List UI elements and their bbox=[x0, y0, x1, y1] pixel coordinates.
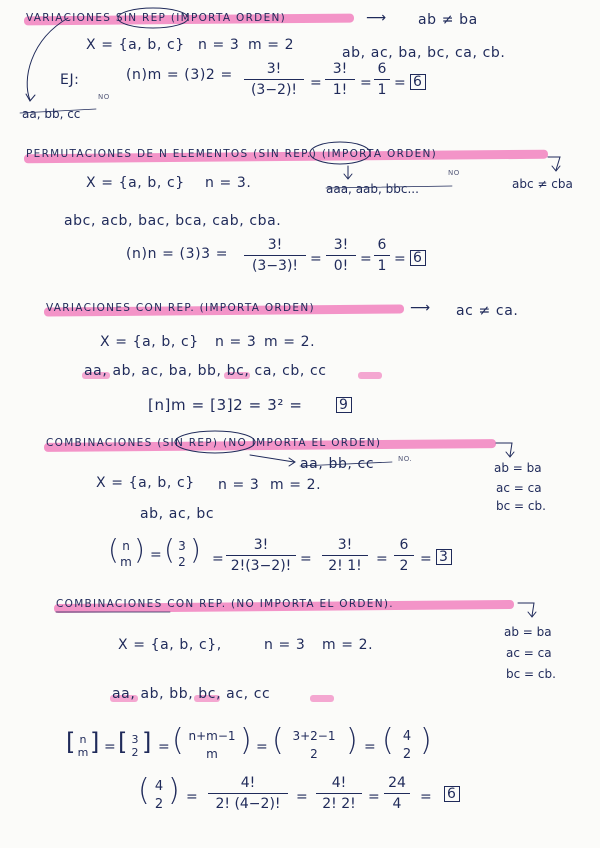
s3-n: n = 3 bbox=[215, 334, 257, 350]
s3-title: VARIACIONES CON REP. (IMPORTA ORDEN) bbox=[46, 302, 315, 314]
equals: = bbox=[310, 251, 323, 267]
s5-title: COMBINACIONES CON REP. (NO IMPORTA EL ORDEN). bbox=[56, 598, 394, 610]
binom-top: 3 bbox=[178, 539, 186, 553]
curve-arrow-s1 bbox=[27, 18, 68, 100]
s5-set: X = {a, b, c}, bbox=[118, 637, 222, 653]
binom-top: 3 bbox=[131, 733, 139, 746]
s5-n: n = 3 bbox=[264, 637, 306, 653]
s3-m: m = 2. bbox=[264, 334, 316, 350]
s3-result-box: 9 bbox=[336, 397, 352, 413]
s5-note-1: ab = ba bbox=[504, 625, 552, 639]
s4-no: NO. bbox=[398, 455, 413, 463]
s4-excluded: aa, bb, cc bbox=[300, 456, 375, 472]
binom-bottom: m bbox=[120, 555, 132, 569]
equals: = bbox=[104, 739, 117, 755]
denominator: (3−3)! bbox=[251, 258, 299, 274]
s3-list: aa, ab, ac, ba, bb, bc, ca, cb, cc bbox=[84, 363, 327, 379]
s1-no: NO bbox=[98, 93, 110, 101]
numerator: 3! bbox=[333, 237, 349, 253]
equals: = bbox=[376, 551, 389, 567]
denominator: 1 bbox=[377, 82, 387, 98]
s4-note-1: ab = ba bbox=[494, 461, 542, 475]
arrow-head bbox=[26, 94, 35, 101]
paren-left: ( bbox=[172, 723, 184, 758]
numerator: 3! bbox=[266, 61, 282, 77]
s4-note-3: bc = cb. bbox=[496, 499, 546, 513]
s3-formula: [n]m = [3]2 = 3² = bbox=[148, 396, 303, 414]
denominator: 1! bbox=[332, 82, 348, 98]
arrow-right-s4 bbox=[496, 443, 512, 456]
binom-bottom: 2 bbox=[154, 797, 164, 812]
equals: = bbox=[296, 789, 309, 805]
binom-bottom: 2 bbox=[131, 746, 139, 759]
equals: = bbox=[368, 789, 381, 805]
paren-right: ) bbox=[240, 723, 252, 758]
binom-bottom: 2 bbox=[178, 555, 186, 569]
arrow-s4 bbox=[250, 455, 294, 462]
bracket-right: ] bbox=[90, 728, 100, 756]
s1-excluded: aa, bb, cc bbox=[22, 107, 81, 121]
s2-title: PERMUTACIONES DE N ELEMENTOS (SIN REP.) (IMPORTA ORDEN) bbox=[26, 148, 438, 160]
denominator: 2!(3−2)! bbox=[230, 558, 292, 574]
binom-top: n bbox=[122, 539, 130, 553]
s1-n: n = 3 bbox=[198, 37, 240, 53]
s5-list: aa, ab, bb, bc, ac, cc bbox=[112, 686, 271, 702]
s4-title: COMBINACIONES (SIN REP) (NO IMPORTA EL ORDEN) bbox=[46, 437, 382, 449]
s4-n: n = 3 bbox=[218, 477, 260, 493]
arrow-right-s5 bbox=[518, 603, 534, 616]
equals: = bbox=[256, 739, 269, 755]
s1-list: ab, ac, ba, bc, ca, cb. bbox=[342, 45, 506, 61]
s3-set: X = {a, b, c} bbox=[100, 334, 199, 350]
strike-s1 bbox=[20, 109, 96, 113]
s3-arrow: ⟶ bbox=[410, 300, 431, 316]
s3-note: ac ≠ ca. bbox=[456, 303, 519, 319]
s4-list: ab, ac, bc bbox=[140, 506, 215, 522]
denominator: 2! 2! bbox=[322, 796, 356, 812]
numerator: 6 bbox=[377, 61, 387, 77]
equals: = bbox=[310, 75, 323, 91]
s1-m: m = 2 bbox=[248, 37, 295, 53]
equals: = bbox=[420, 789, 433, 805]
s1-title: VARIACIONES SIN REP (IMPORTA ORDEN) bbox=[26, 12, 287, 24]
s1-note: ab ≠ ba bbox=[418, 12, 478, 28]
paren-left: ( bbox=[108, 533, 119, 566]
paren-right: ) bbox=[190, 533, 201, 566]
bracket-left: [ bbox=[66, 728, 76, 756]
s4-set: X = {a, b, c} bbox=[96, 475, 195, 491]
numerator: 3! bbox=[267, 237, 283, 253]
s4-result-box: 3 bbox=[436, 549, 452, 565]
numerator: 24 bbox=[388, 775, 406, 791]
denominator: 2! (4−2)! bbox=[215, 796, 281, 812]
equals: = bbox=[420, 551, 433, 567]
paren-left: ( bbox=[138, 773, 150, 808]
s2-formula-lhs: (n)n = (3)3 = bbox=[126, 246, 229, 262]
equals: = bbox=[212, 551, 225, 567]
paren-left: ( bbox=[272, 723, 284, 758]
paren-right: ) bbox=[346, 723, 358, 758]
equals: = bbox=[360, 251, 373, 267]
equals: = bbox=[150, 547, 163, 563]
strike-s2 bbox=[326, 186, 452, 188]
equals: = bbox=[364, 739, 377, 755]
s2-excluded: aaa, aab, bbc... bbox=[326, 182, 419, 196]
binom-top: n+m−1 bbox=[188, 729, 236, 743]
strike-s4 bbox=[300, 462, 392, 466]
equals: = bbox=[394, 75, 407, 91]
s1-ej: EJ: bbox=[60, 72, 80, 88]
s1-set: X = {a, b, c} bbox=[86, 37, 185, 53]
paren-right: ) bbox=[168, 773, 180, 808]
bracket-right: ] bbox=[142, 728, 152, 756]
denominator: 4 bbox=[392, 796, 402, 812]
s2-n: n = 3. bbox=[205, 175, 252, 191]
equals: = bbox=[158, 739, 171, 755]
s4-m: m = 2. bbox=[270, 477, 322, 493]
numerator: 4! bbox=[240, 775, 256, 791]
numerator: 4! bbox=[331, 775, 347, 791]
binom-bottom: m bbox=[206, 747, 218, 761]
bracket-left: [ bbox=[118, 728, 128, 756]
numerator: 3! bbox=[337, 537, 353, 553]
numerator: 3! bbox=[253, 537, 269, 553]
s2-result-box: 6 bbox=[410, 250, 426, 266]
paren-right: ) bbox=[420, 723, 432, 758]
circle-sin-rep-s2 bbox=[310, 142, 370, 164]
paren-left: ( bbox=[164, 533, 175, 566]
s2-list: abc, acb, bac, bca, cab, cba. bbox=[64, 213, 282, 229]
paren-left: ( bbox=[382, 723, 394, 758]
s5-note-3: bc = cb. bbox=[506, 667, 556, 681]
s2-note: abc ≠ cba bbox=[512, 177, 573, 191]
paren-right: ) bbox=[134, 533, 145, 566]
s1-result-box: 6 bbox=[410, 74, 426, 90]
circle-sin-rep-s1 bbox=[118, 8, 188, 28]
denominator: 0! bbox=[333, 258, 349, 274]
binom-top: n bbox=[79, 733, 87, 746]
equals: = bbox=[300, 551, 313, 567]
denominator: 2 bbox=[399, 558, 409, 574]
circle-sin-rep-s4 bbox=[175, 431, 255, 453]
s2-set: X = {a, b, c} bbox=[86, 175, 185, 191]
binom-top: 4 bbox=[154, 779, 164, 794]
numerator: 6 bbox=[399, 537, 409, 553]
equals: = bbox=[394, 251, 407, 267]
s2-no: NO bbox=[448, 169, 460, 177]
binom-top: 3+2−1 bbox=[292, 729, 336, 743]
s5-result-box: 6 bbox=[444, 786, 460, 802]
binom-top: 4 bbox=[402, 729, 412, 744]
equals: = bbox=[360, 75, 373, 91]
binom-bottom: 2 bbox=[402, 747, 412, 762]
numerator: 6 bbox=[377, 237, 387, 253]
denominator: 1 bbox=[377, 258, 387, 274]
s1-formula-lhs: (n)m = (3)2 = bbox=[126, 67, 233, 83]
numerator: 3! bbox=[332, 61, 348, 77]
equals: = bbox=[186, 789, 199, 805]
s4-note-2: ac = ca bbox=[496, 481, 542, 495]
denominator: 2! 1! bbox=[328, 558, 362, 574]
s5-m: m = 2. bbox=[322, 637, 374, 653]
s5-note-2: ac = ca bbox=[506, 646, 552, 660]
denominator: (3−2)! bbox=[250, 82, 298, 98]
s1-arrow: ⟶ bbox=[366, 10, 387, 26]
binom-bottom: 2 bbox=[310, 747, 318, 761]
binom-bottom: m bbox=[77, 746, 89, 759]
